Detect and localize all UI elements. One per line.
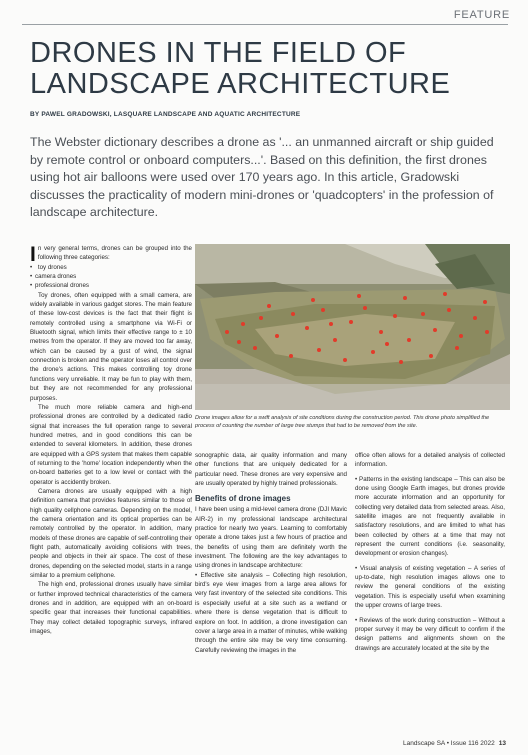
article-intro: The Webster dictionary describes a drone as '... an unmanned aircraft or ship guided by remote control or onboard computers...'. Based on this definition, the first drones using hot air balloons were used over 170 years ago. In this article, Gradowski discusses the practicality of modern mini-drones or 'quadcopters' in the profession of landscape architecture. bbox=[30, 135, 494, 220]
paragraph: • Visual analysis of existing vegetation – A series of up-to-date, high resolution images allows one to review the general conditions of the existing vegetation. This is especially useful when examining the upper crowns of large trees. bbox=[355, 564, 505, 610]
drone-category-list bbox=[30, 263, 192, 291]
paragraph: office often allows for a detailed analysis of collected information. bbox=[355, 452, 505, 469]
section-label: FEATURE bbox=[453, 9, 510, 21]
lead-text: n very general terms, drones can be grouped into the following three categories: bbox=[37, 245, 192, 262]
column-3 bbox=[355, 451, 505, 653]
article-title: DRONES IN THE FIELD OF LANDSCAPE ARCHITECTURE bbox=[30, 37, 451, 100]
paragraph: • Effective site analysis – Collecting high resolution, bird's eye view images from a large area allows for very fast inventory of the selected site conditions. This is especially useful at a site such as a wetland or where there is dense vegetation that is difficult to explore on foot. In addition, a drone investigation can cover a large area in a matter of minutes, while walking through the entire site may be very time consuming. Carefully reviewing the images in the bbox=[195, 571, 347, 654]
list-item: • camera drones bbox=[30, 272, 192, 281]
paragraph: I have been using a mid-level camera drone (DJI Mavic AIR-2) in my professional landscape architectural practice for nearly two years. Learning to comfortably operate a drone takes just a few hours of practice and the benefits of using them are definitely worth the investment. The following are the key advantages to using drones in landscape architecture: bbox=[195, 506, 347, 570]
paragraph: Camera drones are usually equipped with a high definition camera that provides features similar to those of high quality cellphone cameras. Depending on the model, the camera orientation and its optical properties can be remotely controlled by the operator. In addition, many models of these drones are capable of self-controlling their flight path, automatically avoiding collisions with trees, people and objects in their air space. The cost of these drones, depending on the selected model, starts in a range similar to a premium cellphone. bbox=[30, 487, 192, 580]
header-rule bbox=[22, 24, 508, 25]
publication-info: Landscape SA • Issue 116 2022 bbox=[402, 740, 495, 747]
drone-aerial-photo bbox=[195, 244, 510, 410]
section-heading: Benefits of drone images bbox=[195, 494, 291, 504]
page-footer bbox=[403, 740, 506, 747]
paragraph: • Patterns in the existing landscape – This can also be done using Google Earth images, but drones provide more accurate information and an opportunity for collecting very detailed data from selected areas. Also, satellite images are not frequently available in satisfactory resolutions, and are limited to what has been collected by others at a time that may not represent the current conditions (i.e. seasonality, development or erosion changes). bbox=[355, 475, 505, 558]
column-1 bbox=[30, 244, 192, 636]
list-item: • toy drones bbox=[30, 263, 192, 272]
paragraph: The much more reliable camera and high-end professional drones are controlled by a dedicated radio signal that increases the full operation range to several hundred metres, and in good conditions this can be extended to several kilometers. In addition, these drones are equipped with a GPS system that makes them capable of returning to the 'home' location independently when the on-board batteries get to a low level or contact with the operator is accidently broken. bbox=[30, 403, 192, 486]
list-item: • professional drones bbox=[30, 281, 192, 290]
paragraph: sonographic data, air quality information and many other functions that are uniquely dedicated for a particular need. These drones are very expensive and are usually operated by highly trained professionals. bbox=[195, 452, 347, 488]
page-number: 13 bbox=[498, 740, 506, 747]
paragraph: Toy drones, often equipped with a small camera, are widely available in various gadget stores. The main feature of these low-cost devices is the fact that their flight is remotely controlled using a smartphone via Wi-Fi or Bluetooth signal, which limits their effective range to ± 10 metres from the operator. If they are moved too far away, which can be caused by a gust of wind, the signal connection is broken and the operator loses all control over the drone's actions. This makes controlling toy drone functions very unreliable. It may be fun to play with them, but they are not recommended for any professional purposes. bbox=[30, 291, 193, 402]
photo-caption: Drone images allow for a swift analysis of site conditions during the construction period. This drone photo simplified the process of counting the number of large tree stumps that had to be removed from the site. bbox=[195, 415, 490, 429]
paragraph: The high end, professional drones usually have similar or further improved technical characteristics of the camera drones and in addition, are equipped with an on-board specific gear that increases their functional capabilities. They may collect detailed topographic surveys, infrared images, bbox=[30, 581, 192, 636]
paragraph: • Reviews of the work during construction – Without a proper survey it may be very difficult to confirm if the design patterns and alignments shown on the drawings are accurately located at the site by the bbox=[355, 616, 505, 652]
column-2 bbox=[195, 451, 347, 655]
drop-cap: I bbox=[30, 243, 36, 266]
article-byline: BY PAWEL GRADOWSKI, LASQUARE LANDSCAPE AND AQUATIC ARCHITECTURE bbox=[30, 111, 301, 118]
